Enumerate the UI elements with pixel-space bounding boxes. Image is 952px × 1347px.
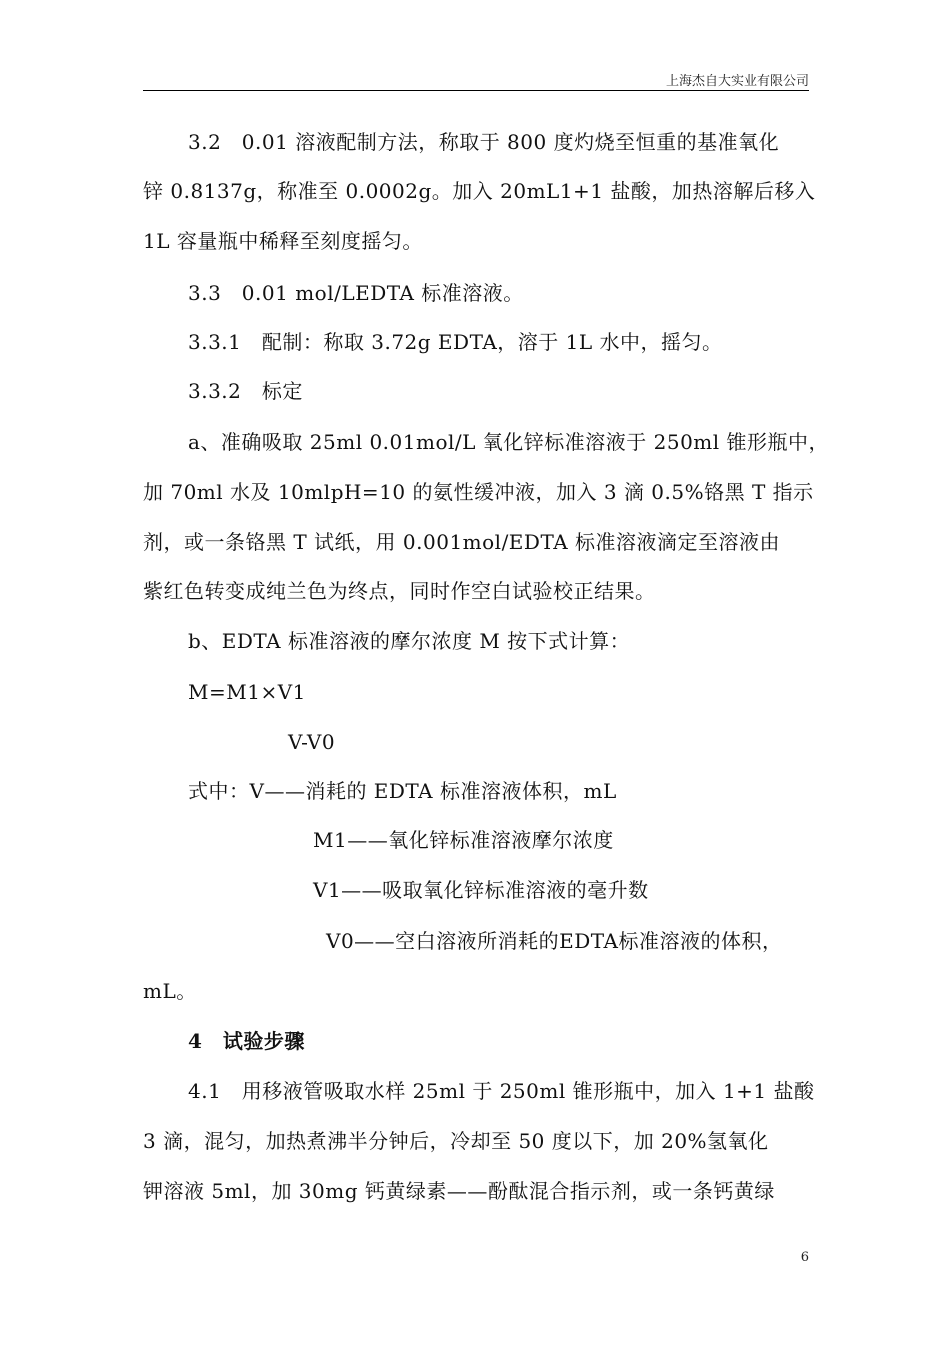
formula-denominator: V-V0 <box>288 730 336 754</box>
text-line: 4.1 用移液管吸取水样 25ml 于 250ml 锥形瓶中，加入 1+1 盐酸 <box>188 1079 815 1103</box>
text-line: 3.2 0.01 溶液配制方法，称取于 800 度灼烧至恒重的基准氧化 <box>188 130 780 154</box>
header-company-name: 上海杰自大实业有限公司 <box>665 74 809 89</box>
text-line: 3 滴，混匀，加热煮沸半分钟后，冷却至 50 度以下，加 20%氢氧化 <box>143 1129 769 1153</box>
formula-numerator: M=M1×V1 <box>188 680 306 704</box>
text-line: a、准确吸取 25ml 0.01mol/L 氧化锌标准溶液于 250ml 锥形瓶中， <box>188 430 830 454</box>
page-number: 6 <box>800 1250 809 1265</box>
text-line: 3.3 0.01 mol/LEDTA 标准溶液。 <box>188 281 524 305</box>
text-line: 3.3.1 配制：称取 3.72g EDTA，溶于 1L 水中，摇匀。 <box>188 330 723 354</box>
header-rule <box>143 90 809 91</box>
text-line: 剂，或一条铬黑 T 试纸，用 0.001mol/EDTA 标准溶液滴定至溶液由 <box>143 530 780 554</box>
text-line: 1L 容量瓶中稀释至刻度摇匀。 <box>143 229 423 253</box>
variable-definition: V1——吸取氧化锌标准溶液的毫升数 <box>313 878 649 902</box>
variable-definition: M1——氧化锌标准溶液摩尔浓度 <box>313 828 614 852</box>
text-line: 钾溶液 5ml，加 30mg 钙黄绿素——酚酞混合指示剂，或一条钙黄绿 <box>143 1179 775 1203</box>
text-line: b、EDTA 标准溶液的摩尔浓度 M 按下式计算： <box>188 629 631 653</box>
text-line: 锌 0.8137g，称准至 0.0002g。加入 20mL1+1 盐酸，加热溶解后移入 <box>143 179 816 203</box>
text-line: 加 70ml 水及 10mlpH=10 的氨性缓冲液，加入 3 滴 0.5%铬黑 T 指示 <box>143 480 814 504</box>
text-line: mL。 <box>143 979 197 1003</box>
text-line: 式中：V——消耗的 EDTA 标准溶液体积，mL <box>188 779 617 803</box>
text-line: 3.3.2 标定 <box>188 379 303 403</box>
variable-definition: V0——空白溶液所消耗的EDTA标准溶液的体积， <box>326 929 783 953</box>
section-heading: 4 试验步骤 <box>188 1029 305 1053</box>
text-line: 紫红色转变成纯兰色为终点，同时作空白试验校正结果。 <box>143 579 656 603</box>
